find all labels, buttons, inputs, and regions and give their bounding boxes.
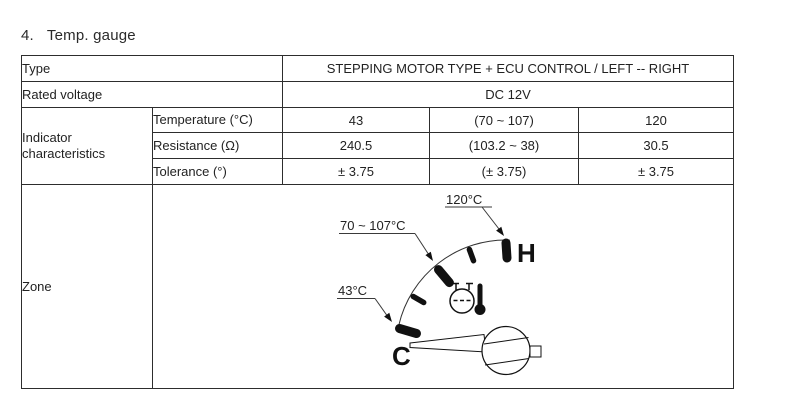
hub-tab xyxy=(530,346,541,357)
zone-diagram-cell xyxy=(153,185,734,389)
rated-voltage-value: DC 12V xyxy=(283,82,734,108)
page-title xyxy=(21,27,136,44)
resistance-value-1: 240.5 xyxy=(283,133,430,159)
label-43c: 43°C xyxy=(338,283,368,298)
needle-hub xyxy=(482,327,530,375)
callout-43c xyxy=(337,283,392,322)
temp-gauge-spec-table xyxy=(21,55,734,389)
label-120c: 120°C xyxy=(446,192,483,207)
temperature-value-3: 120 xyxy=(579,108,734,133)
table-row xyxy=(22,108,734,133)
gauge-arc xyxy=(399,240,510,325)
leader-line xyxy=(375,299,387,316)
temp-gauge-diagram xyxy=(153,185,732,386)
tick-43c xyxy=(400,329,417,334)
type-label: Type xyxy=(22,56,283,82)
table-row xyxy=(22,56,734,82)
leader-line xyxy=(415,234,429,256)
leader-line xyxy=(482,207,499,229)
tolerance-value-3: ± 3.75 xyxy=(579,159,734,185)
callout-70-107c xyxy=(339,218,433,261)
tolerance-row-label: Tolerance (°) xyxy=(153,159,283,185)
table-row xyxy=(22,185,734,389)
tick-70-107c xyxy=(439,270,450,283)
hot-letter: H xyxy=(517,238,536,268)
gauge-needle-assembly xyxy=(410,327,541,375)
resistance-row-label: Resistance (Ω) xyxy=(153,133,283,159)
tick-minor-lower xyxy=(413,297,423,303)
temperature-value-2: (70 ~ 107) xyxy=(430,108,579,133)
temperature-value-1: 43 xyxy=(283,108,430,133)
cold-letter: C xyxy=(392,341,411,371)
tick-minor-upper xyxy=(469,250,473,261)
gauge-ticks xyxy=(400,243,508,334)
section-number: 4. xyxy=(21,27,34,44)
table-row xyxy=(22,82,734,108)
section-title: Temp. gauge xyxy=(46,27,136,44)
type-value: STEPPING MOTOR TYPE + ECU CONTROL / LEFT -- RIGHT xyxy=(283,56,734,82)
indicator-characteristics-label: Indicator characteristics xyxy=(22,108,153,185)
resistance-value-3: 30.5 xyxy=(579,133,734,159)
tolerance-value-1: ± 3.75 xyxy=(283,159,430,185)
label-70-107c: 70 ~ 107°C xyxy=(340,218,406,233)
resistance-value-2: (103.2 ~ 38) xyxy=(430,133,579,159)
tick-120c xyxy=(506,243,507,258)
callout-120c xyxy=(445,192,504,236)
temperature-row-label: Temperature (°C) xyxy=(153,108,283,133)
tolerance-value-2: (± 3.75) xyxy=(430,159,579,185)
thermometer-bulb xyxy=(475,304,486,315)
coolant-temperature-icon xyxy=(450,284,486,316)
gauge-needle xyxy=(410,335,486,353)
rated-voltage-label: Rated voltage xyxy=(22,82,283,108)
arrowhead-icon xyxy=(425,252,433,261)
arrowhead-icon xyxy=(384,313,392,322)
arrowhead-icon xyxy=(496,227,504,236)
zone-label: Zone xyxy=(22,185,153,389)
